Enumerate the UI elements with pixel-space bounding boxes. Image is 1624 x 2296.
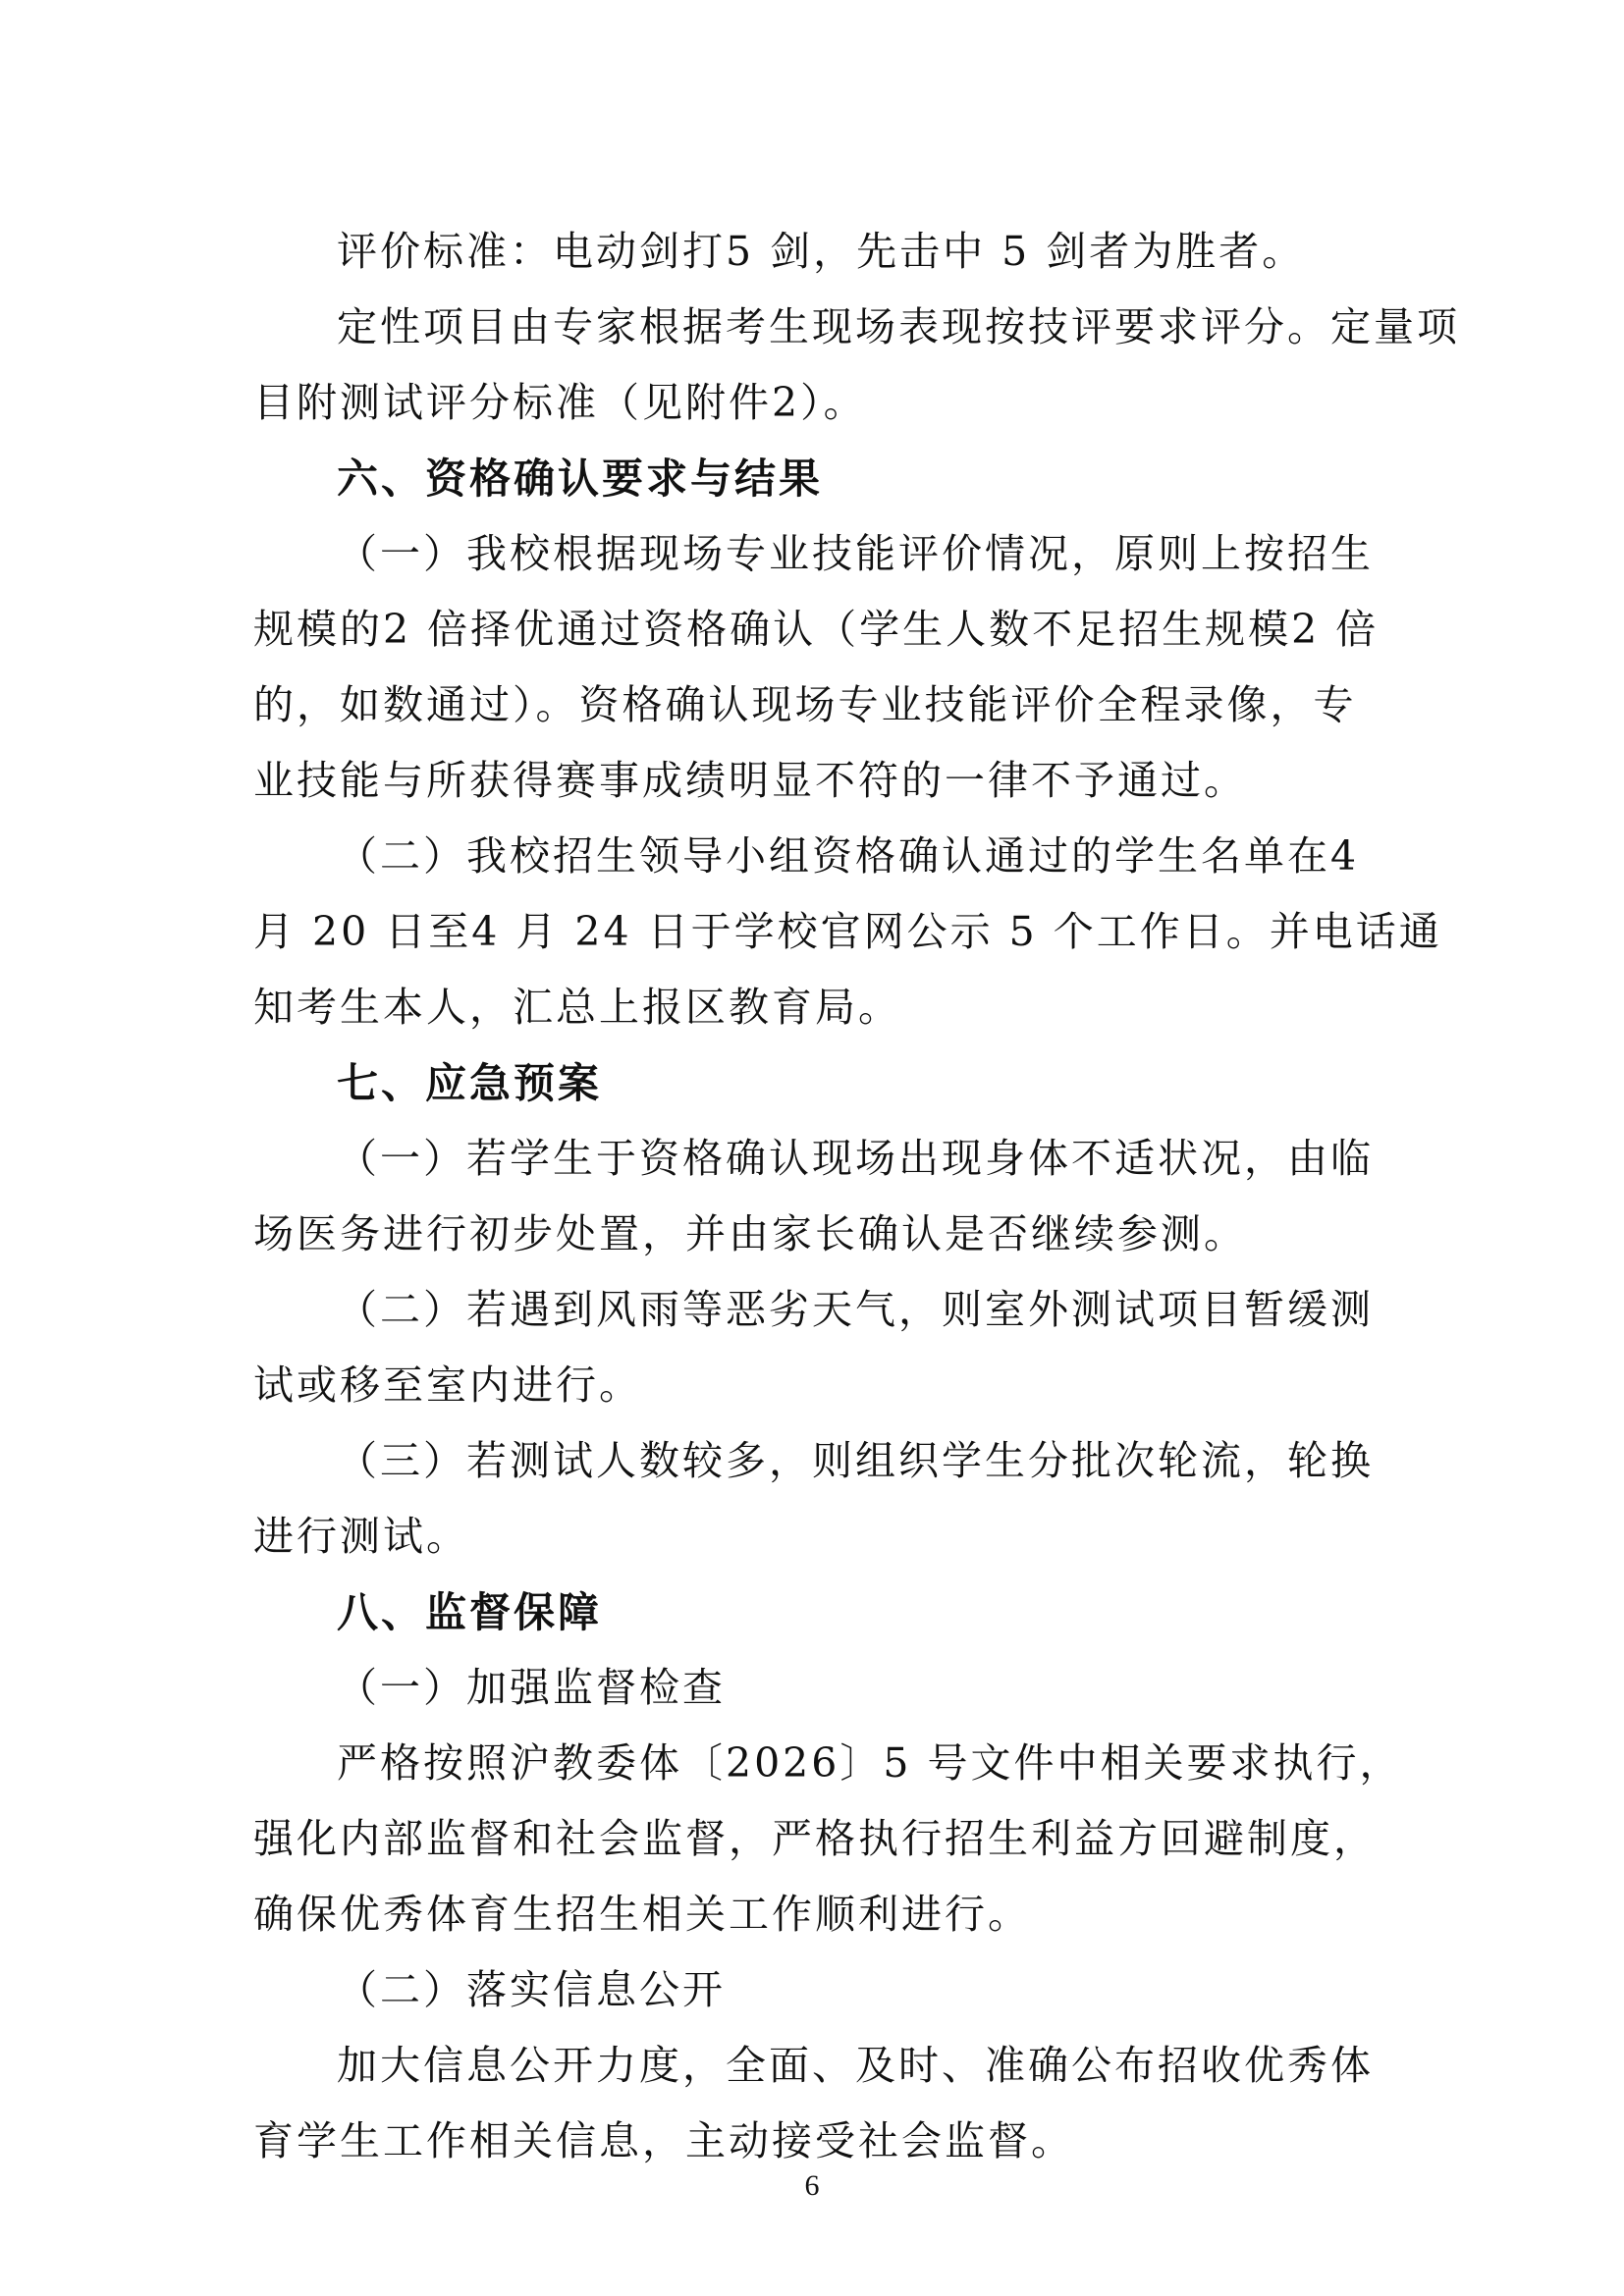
paragraph-line: 试或移至室内进行。 xyxy=(253,1362,642,1409)
subsection-heading: （二）落实信息公开 xyxy=(337,1966,726,2013)
paragraph-line: （一）若学生于资格确认现场出现身体不适状况，由临 xyxy=(337,1135,1374,1182)
section-heading: 八、监督保障 xyxy=(337,1588,603,1636)
paragraph-line: 确保优秀体育生招生相关工作顺利进行。 xyxy=(253,1891,1031,1938)
paragraph-line: 评价标准：电动剑打5 剑，先击中 5 剑者为胜者。 xyxy=(337,228,1306,275)
paragraph-line: 加大信息公开力度，全面、及时、准确公布招收优秀体 xyxy=(337,2042,1374,2089)
section-heading: 七、应急预案 xyxy=(337,1059,603,1107)
paragraph-line: 业技能与所获得赛事成绩明显不符的一律不予通过。 xyxy=(253,757,1247,804)
paragraph-line: 育学生工作相关信息，主动接受社会监督。 xyxy=(253,2117,1074,2164)
paragraph-line: （二）若遇到风雨等恶劣天气，则室外测试项目暂缓测 xyxy=(337,1286,1374,1333)
page-number: 6 xyxy=(804,2169,820,2202)
paragraph-line: 的，如数通过）。资格确认现场专业技能评价全程录像，专 xyxy=(253,681,1357,728)
subsection-heading: （一）加强监督检查 xyxy=(337,1664,726,1711)
paragraph-line: 进行测试。 xyxy=(253,1513,469,1560)
section-heading: 六、资格确认要求与结果 xyxy=(337,454,824,503)
paragraph-line: （一）我校根据现场专业技能评价情况，原则上按招生 xyxy=(337,530,1374,577)
paragraph-line: 定性项目由专家根据考生现场表现按技评要求评分。定量项 xyxy=(337,303,1460,350)
paragraph-line: （二）我校招生领导小组资格确认通过的学生名单在4 xyxy=(337,832,1360,880)
paragraph-line: （三）若测试人数较多，则组织学生分批次轮流，轮换 xyxy=(337,1437,1374,1484)
paragraph-line: 知考生本人，汇总上报区教育局。 xyxy=(253,984,901,1031)
paragraph-line: 规模的2 倍择优通过资格确认（学生人数不足招生规模2 倍 xyxy=(253,606,1380,653)
paragraph-line: 目附测试评分标准（见附件2）。 xyxy=(253,379,867,426)
paragraph-line: 场医务进行初步处置，并由家长确认是否继续参测。 xyxy=(253,1210,1247,1257)
paragraph-line: 月 20 日至4 月 24 日于学校官网公示 5 个工作日。并电话通 xyxy=(253,908,1442,955)
paragraph-line: 强化内部监督和社会监督，严格执行招生利益方回避制度， xyxy=(253,1815,1377,1862)
paragraph-line: 严格按照沪教委体〔2026〕5 号文件中相关要求执行， xyxy=(337,1739,1403,1787)
document-page xyxy=(253,214,1460,2179)
